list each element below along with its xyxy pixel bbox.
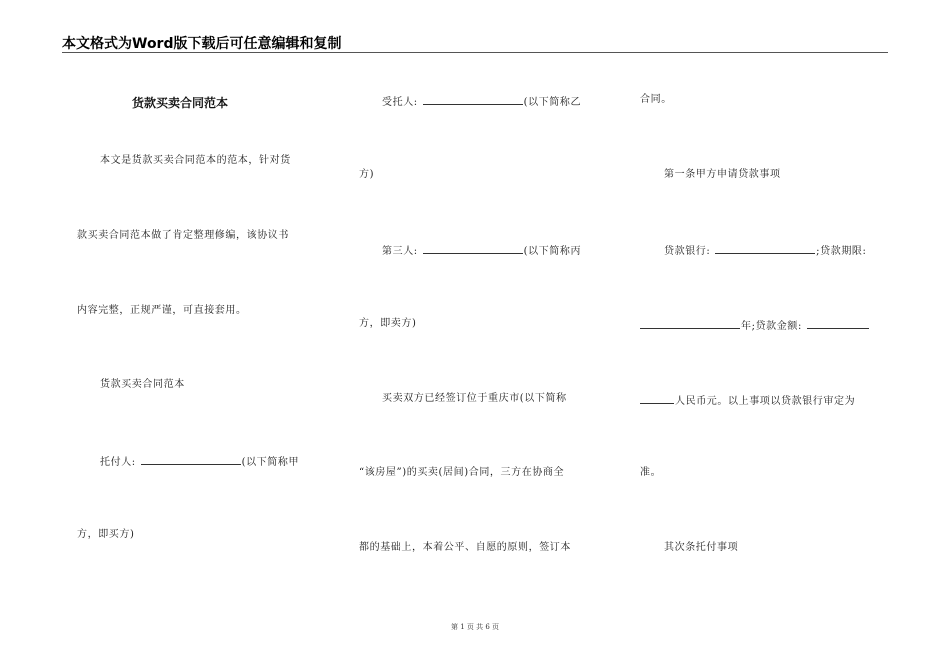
article-1-title: 第一条甲方申请贷款事项 <box>664 169 781 180</box>
third-party-suffix: (以下简称丙 <box>523 246 582 257</box>
trustee-suffix: (以下简称乙 <box>523 97 582 108</box>
loan-amount-text: 人民币元。以上事项以贷款银行审定为 <box>675 396 856 407</box>
loan-bank-label: 贷款银行: <box>664 246 711 257</box>
paragraph-line-1: 买卖双方已经签订位于重庆市(以下简称 <box>382 393 567 404</box>
intro-line-1: 本文是货款买卖合同范本的范本，针对货 <box>100 155 291 166</box>
third-party-continuation: 方，即卖方) <box>359 318 417 329</box>
document-title: 货款买卖合同范本 <box>132 96 229 110</box>
article-2-title: 其次条托付事项 <box>664 542 739 553</box>
third-party-label: 第三人: <box>382 246 418 257</box>
loan-amount-continuation <box>640 393 855 408</box>
paragraph-line-2: “该房屋”)的买卖(居间)合同，三方在协商全 <box>359 467 565 478</box>
trustee-line <box>382 94 581 109</box>
intro-line-2: 款买卖合同范本做了肯定整理修编，该协议书 <box>77 230 289 241</box>
loan-amount-line <box>640 318 870 333</box>
page-header-title: 本文格式为Word版下载后可任意编辑和复制 <box>62 36 342 52</box>
payer-suffix: (以下简称甲 <box>241 457 300 468</box>
payer-blank-field <box>141 454 241 465</box>
loan-amount-blank-field <box>807 318 869 329</box>
third-party-line <box>382 243 581 258</box>
loan-bank-line <box>664 243 867 258</box>
payer-label: 托付人: <box>100 457 136 468</box>
trustee-continuation: 方) <box>359 169 375 180</box>
payer-line <box>100 454 299 469</box>
loan-amount-label: 年;贷款金额: <box>741 321 802 332</box>
loan-bank-blank-field <box>715 243 815 254</box>
third-party-blank-field <box>423 243 523 254</box>
paragraph-line-3: 都的基础上，本着公平、自愿的原则，签订本 <box>359 542 571 553</box>
loan-term-blank-field <box>640 318 740 329</box>
trustee-label: 受托人: <box>382 97 418 108</box>
contract-continuation: 合同。 <box>640 94 672 105</box>
payer-continuation: 方，即买方) <box>77 529 135 540</box>
intro-line-3: 内容完整，正规严谨，可直接套用。 <box>77 305 247 316</box>
loan-term-label: ;贷款期限: <box>816 246 867 257</box>
approval-text: 准。 <box>640 467 662 478</box>
loan-amount-blank-field-2 <box>640 393 674 404</box>
header-divider <box>62 52 888 53</box>
page-footer: 第 1 页 共 6 页 <box>450 623 500 631</box>
trustee-blank-field <box>423 94 523 105</box>
contract-subtitle: 货款买卖合同范本 <box>100 379 185 390</box>
